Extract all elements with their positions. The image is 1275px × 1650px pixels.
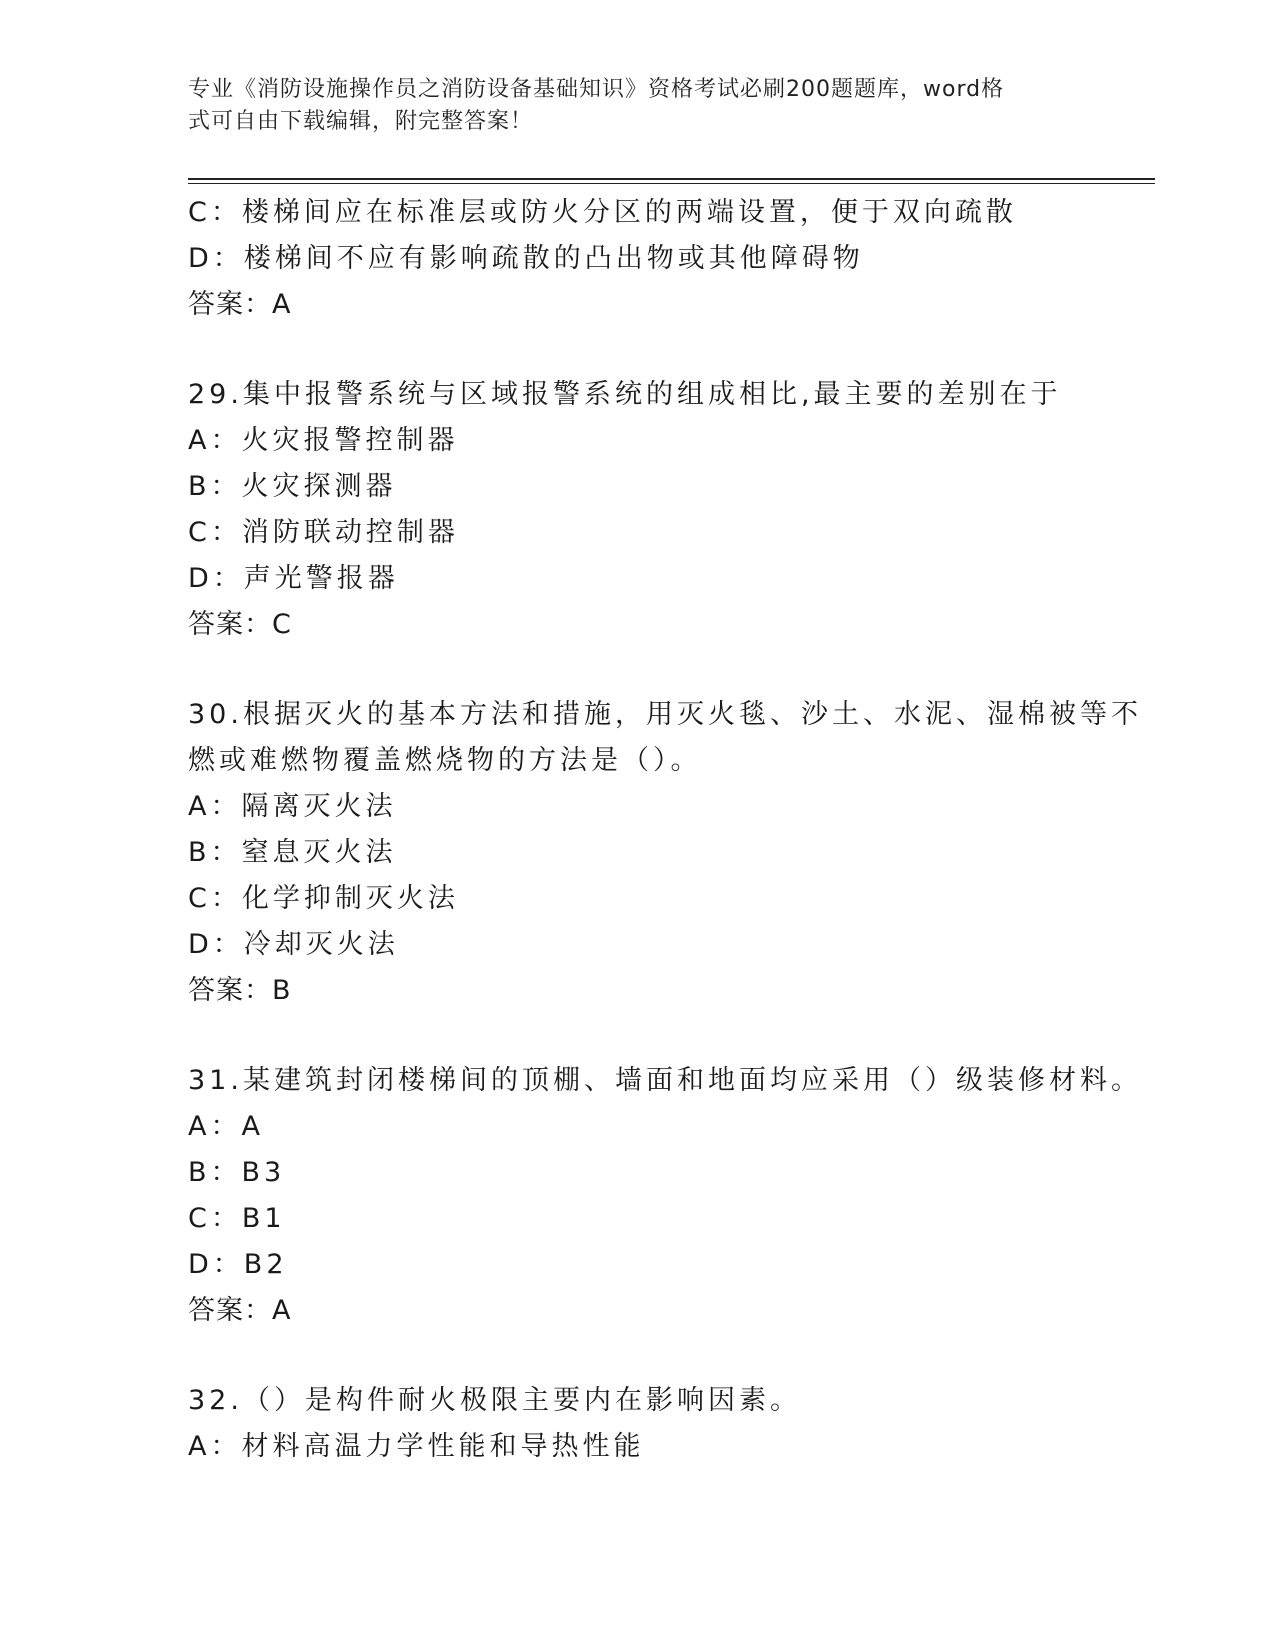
header-rule-thin bbox=[188, 183, 1155, 184]
option-d: D：冷却灭火法 bbox=[188, 929, 399, 960]
option-c: C：楼梯间应在标准层或防火分区的两端设置，便于双向疏散 bbox=[188, 197, 1017, 228]
option-b: B：B3 bbox=[188, 1157, 286, 1188]
question-28-tail bbox=[188, 190, 1088, 328]
option-d: D：B2 bbox=[188, 1249, 288, 1280]
option-a: A：材料高温力学性能和导热性能 bbox=[188, 1431, 645, 1462]
option-a: A：火灾报警控制器 bbox=[188, 425, 459, 456]
option-c: C：化学抑制灭火法 bbox=[188, 883, 459, 914]
header-line-1: 专业《消防设施操作员之消防设备基础知识》资格考试必刷200题题库，word格 bbox=[188, 77, 1005, 102]
question-text: 30.根据灭火的基本方法和措施，用灭火毯、沙土、水泥、湿棉被等不 bbox=[188, 699, 1142, 730]
question-30 bbox=[188, 692, 1142, 1014]
option-c: C：B1 bbox=[188, 1203, 286, 1234]
header-rule-thick bbox=[188, 178, 1155, 180]
option-b: B：火灾探测器 bbox=[188, 471, 397, 502]
question-list bbox=[188, 190, 1142, 1470]
option-d: D：楼梯间不应有影响疏散的凸出物或其他障碍物 bbox=[188, 243, 864, 274]
question-text-continued: 燃或难燃物覆盖燃烧物的方法是（）。 bbox=[188, 745, 702, 776]
question-31 bbox=[188, 1058, 1142, 1334]
option-b: B：窒息灭火法 bbox=[188, 837, 397, 868]
answer-line: 答案：C bbox=[188, 609, 292, 640]
answer-line: 答案：B bbox=[188, 975, 292, 1006]
question-29 bbox=[188, 372, 1088, 648]
document-header bbox=[188, 74, 1068, 138]
question-text: 32.（）是构件耐火极限主要内在影响因素。 bbox=[188, 1385, 801, 1416]
question-32 bbox=[188, 1378, 1088, 1470]
option-a: A：A bbox=[188, 1111, 264, 1142]
answer-line: 答案：A bbox=[188, 289, 292, 320]
option-d: D：声光警报器 bbox=[188, 563, 399, 594]
option-a: A：隔离灭火法 bbox=[188, 791, 397, 822]
header-line-2: 式可自由下载编辑，附完整答案！ bbox=[188, 109, 534, 134]
question-text: 31.某建筑封闭楼梯间的顶棚、墙面和地面均应采用（）级装修材料。 bbox=[188, 1065, 1142, 1096]
answer-line: 答案：A bbox=[188, 1295, 292, 1326]
option-c: C：消防联动控制器 bbox=[188, 517, 459, 548]
question-text: 29.集中报警系统与区域报警系统的组成相比,最主要的差别在于 bbox=[188, 379, 1062, 410]
